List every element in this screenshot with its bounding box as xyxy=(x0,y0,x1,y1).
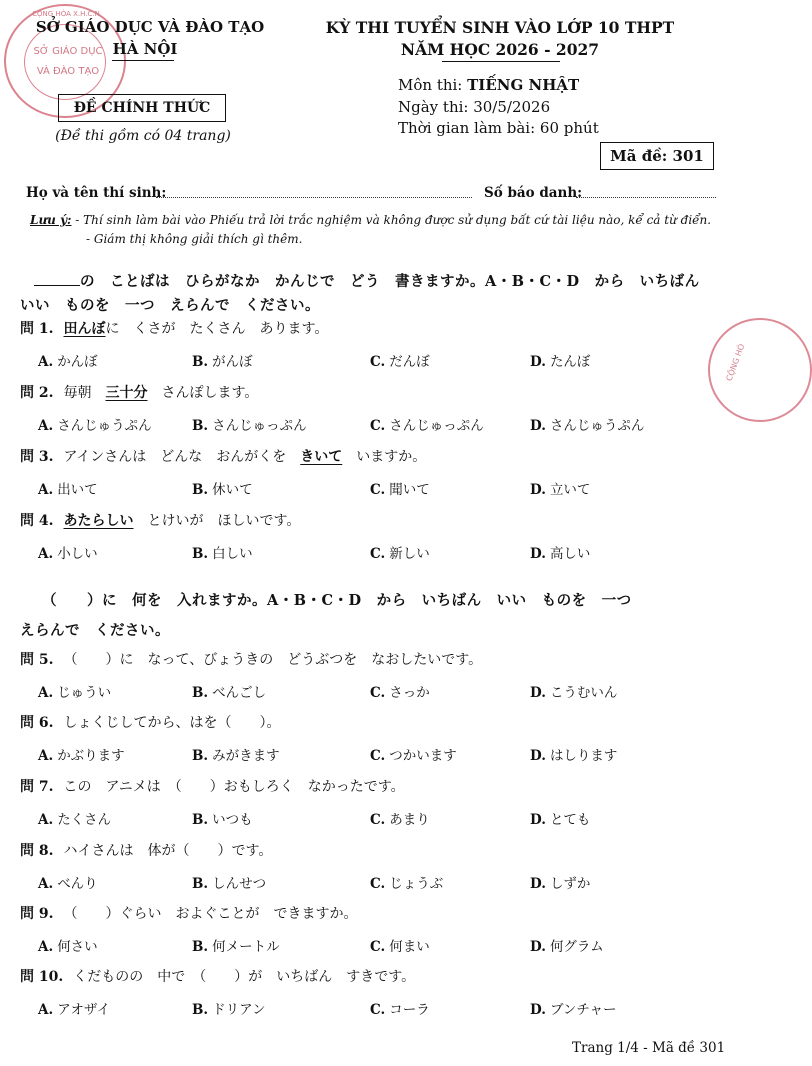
question-text-pre: 毎朝 xyxy=(63,385,106,401)
option-letter: C. xyxy=(370,1002,386,1018)
edge-stamp-text: CỘNG HÒ xyxy=(724,342,747,383)
question-7-option-b[interactable] xyxy=(192,808,253,828)
section2-head: （ ）に 何を 入れますか。 xyxy=(42,593,267,609)
option-letter: A. xyxy=(38,939,54,955)
stamp-inner-1: SỞ GIÁO DỤC xyxy=(33,46,103,57)
question-1-option-d[interactable] xyxy=(530,350,590,370)
option-text: 白しい xyxy=(212,546,253,562)
option-letter: C. xyxy=(370,546,386,562)
page-footer: Trang 1/4 - Mã đề 301 xyxy=(572,1040,726,1056)
question-text-pre: この アニメは （ ）おもしろく なかったです。 xyxy=(63,779,405,795)
question-9-option-d[interactable] xyxy=(530,935,604,955)
question-text-post: いますか。 xyxy=(342,449,427,465)
option-letter: A. xyxy=(38,354,54,370)
question-number: 問 6. xyxy=(20,715,54,731)
option-letter: D. xyxy=(530,685,546,701)
option-text: 聞いて xyxy=(389,482,430,498)
candidate-name-label: Họ và tên thí sinh: xyxy=(26,185,167,201)
question-3-option-d[interactable] xyxy=(530,478,590,498)
option-text: しんせつ xyxy=(212,876,267,892)
question-4-option-a[interactable] xyxy=(38,542,98,562)
question-6-option-b[interactable] xyxy=(192,744,280,764)
option-text: はしります xyxy=(549,748,618,764)
option-text: たくさん xyxy=(57,812,112,828)
option-text: 新しい xyxy=(389,546,430,562)
stamp-top-text: CỘNG HÒA X.H.C.N xyxy=(32,10,100,18)
question-number: 問 7. xyxy=(20,779,54,795)
notes-line-1 xyxy=(30,213,711,227)
option-letter: B. xyxy=(192,876,209,892)
question-3-option-a[interactable] xyxy=(38,478,98,498)
question-number: 問 10. xyxy=(20,969,64,985)
question-3-option-b[interactable] xyxy=(192,478,253,498)
option-letter: C. xyxy=(370,876,386,892)
option-text: 何まい xyxy=(389,939,430,955)
question-4-option-d[interactable] xyxy=(530,542,590,562)
question-8-option-a[interactable] xyxy=(38,872,98,892)
blank-line xyxy=(34,273,80,286)
option-letter: C. xyxy=(370,482,386,498)
option-text: 小しい xyxy=(57,546,98,562)
question-4-option-c[interactable] xyxy=(370,542,430,562)
question-2-option-b[interactable] xyxy=(192,414,307,434)
question-text-post: さんぽします。 xyxy=(147,385,259,401)
question-7-option-a[interactable] xyxy=(38,808,111,828)
notes-line-2: - Giám thị không giải thích gì thêm. xyxy=(86,232,303,246)
question-4-option-b[interactable] xyxy=(192,542,253,562)
option-text: 出いて xyxy=(57,482,98,498)
question-text-pre: ハイさんは 体が（ ）です。 xyxy=(63,843,273,859)
option-text: ドリアン xyxy=(212,1002,266,1018)
option-text: べんごし xyxy=(212,685,267,701)
question-10-option-b[interactable] xyxy=(192,998,266,1018)
question-2-option-c[interactable] xyxy=(370,414,484,434)
option-letter: A. xyxy=(38,748,54,764)
question-number: 問 5. xyxy=(20,652,54,668)
pages-note: (Đề thi gồm có 04 trang) xyxy=(55,128,231,144)
official-label: ĐỀ CHÍNH THỨC xyxy=(58,94,226,122)
option-text: さっか xyxy=(389,685,430,701)
option-letter: B. xyxy=(192,812,209,828)
option-letter: D. xyxy=(530,354,546,370)
question-number: 問 8. xyxy=(20,843,54,859)
option-text: だんぼ xyxy=(389,354,430,370)
exam-date: Ngày thi: 30/5/2026 xyxy=(398,98,551,116)
question-9-option-b[interactable] xyxy=(192,935,280,955)
question-5-option-c[interactable] xyxy=(370,681,430,701)
option-letter: A. xyxy=(38,876,54,892)
option-text: こうむいん xyxy=(549,685,618,701)
option-letter: A. xyxy=(38,546,54,562)
option-letter: A. xyxy=(38,418,54,434)
question-8-option-c[interactable] xyxy=(370,872,443,892)
option-letter: C. xyxy=(370,418,386,434)
question-text-post: に くさが たくさん あります。 xyxy=(105,321,329,337)
option-letter: D. xyxy=(530,1002,546,1018)
question-underlined-word: 田んぼ xyxy=(63,321,106,337)
section1-tail: から いちばん xyxy=(579,274,700,290)
option-text: がんぼ xyxy=(212,354,253,370)
stamp-inner-2: VÀ ĐÀO TẠO xyxy=(36,66,100,77)
exam-title: KỲ THI TUYỂN SINH VÀO LỚP 10 THPT xyxy=(325,18,675,37)
option-text: たんぼ xyxy=(549,354,591,370)
option-text: じゅうい xyxy=(57,685,112,701)
option-text: 休いて xyxy=(212,482,253,498)
subject-value: TIẾNG NHẬT xyxy=(467,76,580,94)
option-letter: B. xyxy=(192,685,209,701)
option-letter: B. xyxy=(192,1002,209,1018)
option-letter: D. xyxy=(530,939,546,955)
option-letter: D. xyxy=(530,546,546,562)
department-line-2: HÀ NỘI xyxy=(112,40,178,58)
question-5 xyxy=(20,649,482,669)
option-text: 何グラム xyxy=(549,939,604,955)
question-6-option-c[interactable] xyxy=(370,744,457,764)
option-text: かぶります xyxy=(57,748,125,764)
option-text: 立いて xyxy=(549,482,591,498)
question-8 xyxy=(20,840,272,860)
question-underlined-word: あたらしい xyxy=(63,513,134,529)
question-text-pre: （ ）に なって、びょうきの どうぶつを なおしたいです。 xyxy=(63,652,483,668)
question-6 xyxy=(20,712,281,732)
option-text: とても xyxy=(549,812,591,828)
option-letter: C. xyxy=(370,354,386,370)
option-letter: B. xyxy=(192,546,209,562)
question-text-pre: しょくじしてから、はを（ ）。 xyxy=(63,715,281,731)
candidate-name-dots[interactable] xyxy=(156,197,472,198)
option-letter: B. xyxy=(192,354,209,370)
option-text: ブンチャー xyxy=(549,1002,617,1018)
option-letter: C. xyxy=(370,939,386,955)
question-6-option-d[interactable] xyxy=(530,744,617,764)
option-letter: D. xyxy=(530,876,546,892)
school-year: NĂM HỌC 2026 - 2027 xyxy=(400,40,600,59)
question-5-option-a[interactable] xyxy=(38,681,111,701)
question-9 xyxy=(20,903,358,923)
option-text: さんじゅうぷん xyxy=(549,418,645,434)
option-text: かんぼ xyxy=(57,354,98,370)
question-underlined-word: 三十分 xyxy=(105,385,148,401)
option-text: あまり xyxy=(389,812,430,828)
question-8-option-b[interactable] xyxy=(192,872,266,892)
section2-instruction-line1 xyxy=(42,589,632,610)
question-10 xyxy=(20,966,415,986)
question-10-option-d[interactable] xyxy=(530,998,617,1018)
option-text: しずか xyxy=(549,876,591,892)
question-9-option-a[interactable] xyxy=(38,935,98,955)
question-2-option-d[interactable] xyxy=(530,414,644,434)
section2-instruction-line2: えらんで ください。 xyxy=(20,623,170,639)
exam-duration: Thời gian làm bài: 60 phút xyxy=(398,119,599,137)
question-number: 問 1. xyxy=(20,321,54,337)
option-letter: D. xyxy=(530,418,546,434)
section1-text: の ことばは ひらがなか かんじで どう 書きますか。 xyxy=(80,274,485,290)
department-underline xyxy=(112,60,174,61)
question-3-option-c[interactable] xyxy=(370,478,430,498)
option-letter: D. xyxy=(530,482,546,498)
option-text: さんじゅっぷん xyxy=(212,418,307,434)
option-letter: B. xyxy=(192,482,209,498)
question-1-option-c[interactable] xyxy=(370,350,430,370)
option-text: コーラ xyxy=(389,1002,430,1018)
candidate-id-label: Số báo danh: xyxy=(484,185,583,201)
exam-code-box: Mã đề: 301 xyxy=(600,142,714,170)
option-text: さんじゅうぷん xyxy=(57,418,152,434)
question-7 xyxy=(20,776,405,796)
option-text: 何さい xyxy=(57,939,98,955)
department-line-1: SỞ GIÁO DỤC VÀ ĐÀO TẠO xyxy=(35,18,265,36)
question-2 xyxy=(20,382,258,402)
question-10-option-a[interactable] xyxy=(38,998,110,1018)
candidate-id-dots[interactable] xyxy=(576,197,716,198)
option-text: つかいます xyxy=(389,748,457,764)
question-2-option-a[interactable] xyxy=(38,414,152,434)
question-text-post: とけいが ほしいです。 xyxy=(133,513,301,529)
question-number: 問 2. xyxy=(20,385,54,401)
option-text: べんり xyxy=(57,876,98,892)
question-number: 問 4. xyxy=(20,513,54,529)
option-text: 高しい xyxy=(549,546,591,562)
section2-tail: から いちばん いい ものを 一つ xyxy=(361,593,632,609)
question-4 xyxy=(20,510,300,530)
edge-stamp xyxy=(708,318,812,422)
option-letter: B. xyxy=(192,418,209,434)
question-1-option-b[interactable] xyxy=(192,350,253,370)
option-letter: C. xyxy=(370,748,386,764)
question-5-option-d[interactable] xyxy=(530,681,617,701)
section1-abcd: A・B・C・D xyxy=(485,273,580,290)
option-letter: B. xyxy=(192,748,209,764)
question-7-option-d[interactable] xyxy=(530,808,590,828)
section1-instruction-line1 xyxy=(20,270,700,291)
question-text-pre: アインさんは どんな おんがくを xyxy=(63,449,301,465)
option-letter: A. xyxy=(38,685,54,701)
option-letter: B. xyxy=(192,939,209,955)
question-6-option-a[interactable] xyxy=(38,744,125,764)
option-text: さんじゅっぷん xyxy=(389,418,484,434)
question-underlined-word: きいて xyxy=(300,449,343,465)
section1-instruction-line2: いい ものを 一つ えらんで ください。 xyxy=(20,298,320,314)
subject-label: Môn thi: xyxy=(398,76,463,94)
option-text: 何メートル xyxy=(212,939,280,955)
question-number: 問 9. xyxy=(20,906,54,922)
question-number: 問 3. xyxy=(20,449,54,465)
notes-label: Lưu ý: xyxy=(30,213,72,227)
question-7-option-c[interactable] xyxy=(370,808,430,828)
option-letter: A. xyxy=(38,812,54,828)
question-3 xyxy=(20,446,426,466)
option-text: アオザイ xyxy=(57,1002,111,1018)
school-year-underline xyxy=(442,61,560,62)
notes-text-1: - Thí sinh làm bài vào Phiếu trả lời trắc nghiệm và không được sử dụng bất cứ tài liệu nào, kể cả từ điển. xyxy=(75,213,712,227)
question-text-pre: くだものの 中で （ ）が いちばん すきです。 xyxy=(73,969,416,985)
option-letter: A. xyxy=(38,1002,54,1018)
option-letter: C. xyxy=(370,812,386,828)
question-1-option-a[interactable] xyxy=(38,350,98,370)
option-letter: D. xyxy=(530,812,546,828)
question-text-pre: （ ）ぐらい およぐことが できますか。 xyxy=(63,906,358,922)
option-letter: C. xyxy=(370,685,386,701)
section2-abcd: A・B・C・D xyxy=(267,592,362,609)
option-text: みがきます xyxy=(212,748,280,764)
option-letter: D. xyxy=(530,748,546,764)
option-text: いつも xyxy=(212,812,253,828)
question-9-option-c[interactable] xyxy=(370,935,430,955)
question-1 xyxy=(20,318,328,338)
option-text: じょうぶ xyxy=(389,876,444,892)
question-5-option-b[interactable] xyxy=(192,681,266,701)
question-10-option-c[interactable] xyxy=(370,998,430,1018)
subject-line xyxy=(398,76,579,94)
question-8-option-d[interactable] xyxy=(530,872,590,892)
option-letter: A. xyxy=(38,482,54,498)
